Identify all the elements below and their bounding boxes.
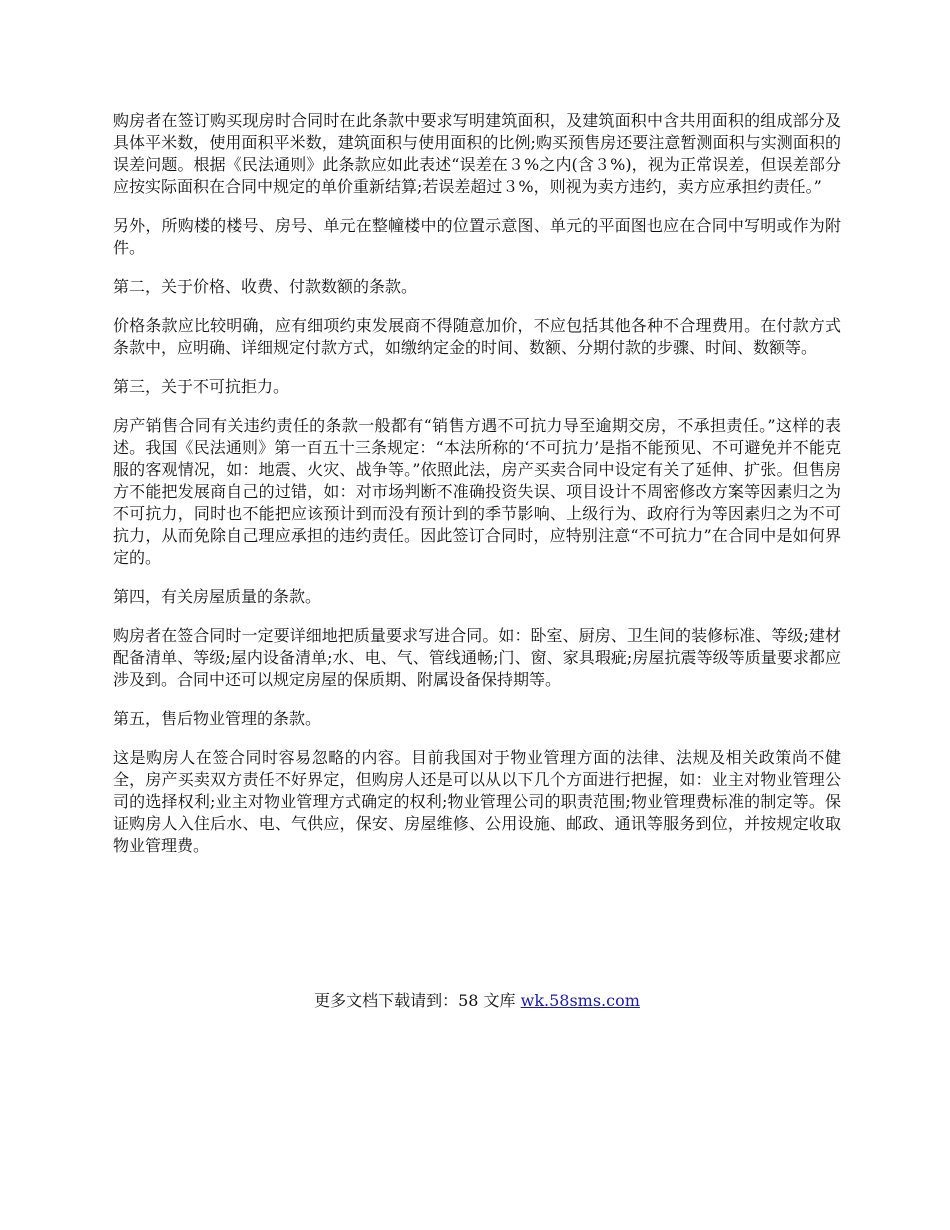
paragraph-force-majeure: 房产销售合同有关违约责任的条款一般都有“销售方遇不可抗力导至逾期交房，不承担责任。”这样的表述。我国《民法通则》第一百五十三条规定：“本法所称的‘不可抗力’是指不能预见、不可避免并不能克服的客观情况，如：地震、火灾、战争等。”依照此法，房产买卖合同中设定有关了延伸、扩张。但售房方不能把发展商自己的过错，如：对市场判断不准确投资失误、项目设计不周密修改方案等因素归之为不可抗力，同时也不能把应该预计到而没有预计到的季节影响、上级行为、政府行为等因素归之为不可抗力，从而免除自己理应承担的违约责任。因此签订合同时，应特别注意“不可抗力”在合同中是如何界定的。 <box>113 416 841 567</box>
heading-property-management: 第五，售后物业管理的条款。 <box>113 709 322 728</box>
paragraph-area-clause: 购房者在签订购买现房时合同时在此条款中要求写明建筑面积，及建筑面积中含共用面积的组成部分及具体平米数，使用面积平米数，建筑面积与使用面积的比例;购买预售房还要注意暂测面积与实测面积的误差问题。根据《民法通则》此条款应如此表述“误差在３%之内(含３%)，视为正常误差，但误差部分应按实际面积在合同中规定的单价重新结算;若误差超过３%，则视为卖方违约，卖方应承担约责任。” <box>113 111 841 196</box>
heading-force-majeure: 第三，关于不可抗拒力。 <box>113 377 290 396</box>
paragraph-quality-clause: 购房者在签合同时一定要详细地把质量要求写进合同。如：卧室、厨房、卫生间的装修标准、等级;建材配备清单、等级;屋内设备清单;水、电、气、管线通畅;门、窗、家具瑕疵;房屋抗震等级等质量要求都应涉及到。合同中还可以规定房屋的保质期、附属设备保持期等。 <box>113 626 841 689</box>
heading-price-clause: 第二，关于价格、收费、付款数额的条款。 <box>113 277 418 296</box>
footer-link[interactable]: wk.58sms.com <box>520 991 640 1010</box>
paragraph-property-management: 这是购房人在签合同时容易忽略的内容。目前我国对于物业管理方面的法律、法规及相关政策尚不健全，房产买卖双方责任不好界定，但购房人还是可以从以下几个方面进行把握，如：业主对物业管理公司的选择权利;业主对物业管理方式确定的权利;物业管理公司的职责范围;物业管理费标准的制定等。保证购房人入住后水、电、气供应，保安、房屋维修、公用设施、邮政、通讯等服务到位，并按规定收取物业管理费。 <box>113 748 841 855</box>
paragraph-price-clause: 价格条款应比较明确，应有细项约束发展商不得随意加价，不应包括其他各种不合理费用。在付款方式条款中，应明确、详细规定付款方式，如缴纳定金的时间、数额、分期付款的步骤、时间、数额等。 <box>113 316 841 357</box>
footer-download-note <box>113 990 841 1012</box>
document-body <box>113 110 841 874</box>
heading-quality-clause: 第四，有关房屋质量的条款。 <box>113 587 322 606</box>
paragraph-attachments: 另外，所购楼的楼号、房号、单元在整幢楼中的位置示意图、单元的平面图也应在合同中写明或作为附件。 <box>113 216 841 257</box>
footer-prefix: 更多文档下载请到：58 文库 <box>314 991 521 1010</box>
